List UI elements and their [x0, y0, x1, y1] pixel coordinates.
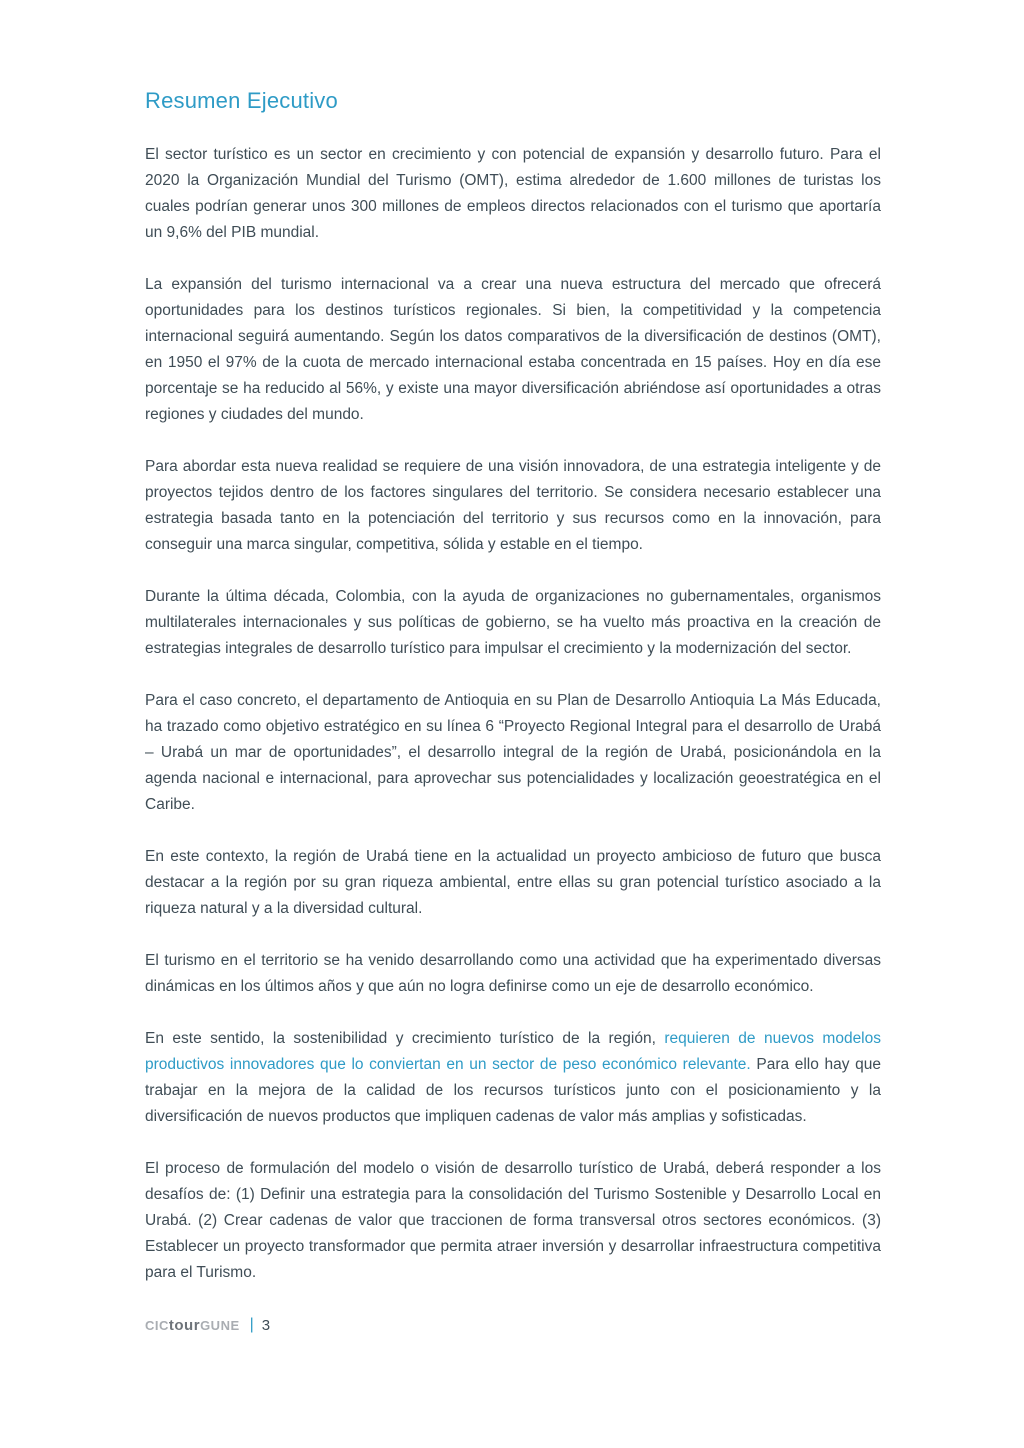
paragraph — [145, 1026, 881, 1130]
text-run: El turismo en el territorio se ha venido desarrollando como una actividad que ha experimentado diversas dinámicas en los últimos años y que aún no logra definirse como un eje de desarrollo económico. — [145, 952, 881, 995]
text-run: Para ello hay que trabajar en la mejora de la calidad de los recursos turísticos junto con el posicionamiento y la diversificación de nuevos productos que impliquen cadenas de valor más amplias y sofisticadas. — [145, 1056, 882, 1125]
text-run: Para abordar esta nueva realidad se requiere de una visión innovadora, de una estrategia inteligente y de proyectos tejidos dentro de los factores singulares del territorio. Se considera necesario establecer una estrategia basada tanto en la potenciación del territorio y sus recursos como en la innovación, para conseguir una marca singular, competitiva, sólida y estable en el tiempo. — [145, 458, 881, 553]
paragraph — [145, 1156, 881, 1286]
text-run: Para el caso concreto, el departamento de Antioquia en su Plan de Desarrollo Antioquia La Más Educada, ha trazado como objetivo estratégico en su línea 6 “Proyecto Regional Integral para el desarrollo de Urabá – Urabá un mar de oportunidades”, el desarrollo integral de la región de Urabá, posicionándola en la agenda nacional e internacional, para aprovechar sus potencialidades y localización geoestratégica en el Caribe. — [145, 692, 881, 813]
document-content — [145, 88, 881, 1312]
page-title: Resumen Ejecutivo — [145, 88, 338, 113]
text-run: La expansión del turismo internacional va a crear una nueva estructura del mercado que ofrecerá oportunidades para los destinos turísticos regionales. Si bien, la competitividad y la competencia internacional seguirá aumentando. Según los datos comparativos de la diversificación de destinos (OMT), en 1950 el 97% de la cuota de mercado internacional estaba concentrada en 15 países. Hoy en día ese porcentaje se ha reducido al 56%, y existe una mayor diversificación abriéndose así oportunidades a otras regiones y ciudades del mundo. — [145, 276, 881, 423]
paragraph — [145, 272, 881, 428]
text-run: Durante la última década, Colombia, con la ayuda de organizaciones no gubernamentales, organismos multilaterales internacionales y sus políticas de gobierno, se ha vuelto más proactiva en la creación de estrategias integrales de desarrollo turístico para impulsar el crecimiento y la modernización del sector. — [145, 588, 881, 657]
paragraph — [145, 584, 881, 662]
text-run: En este sentido, la sostenibilidad y crecimiento turístico de la región, — [145, 1030, 665, 1047]
footer-logo-gune: GUNE — [200, 1317, 240, 1333]
highlighted-text: requieren de nuevos modelos productivos innovadores que lo conviertan en un sector de peso económico relevante. — [145, 1030, 882, 1073]
text-run: El proceso de formulación del modelo o visión de desarrollo turístico de Urabá, deberá responder a los desafíos de: (1) Definir una estrategia para la consolidación del Turismo Sostenible y Desarrollo Local en Urabá. (2) Crear cadenas de valor que traccionen de forma transversal otros sectores económicos. (3) Establecer un proyecto transformador que permita atraer inversión y desarrollar infraestructura competitiva para el Turismo. — [145, 1160, 881, 1281]
paragraph — [145, 948, 881, 1000]
page-number: 3 — [261, 1316, 271, 1334]
footer-logo-tour: tour — [168, 1316, 201, 1334]
page-footer — [145, 1316, 270, 1334]
text-run: En este contexto, la región de Urabá tiene en la actualidad un proyecto ambicioso de futuro que busca destacar a la región por su gran riqueza ambiental, entre ellas su gran potencial turístico asociado a la riqueza natural y a la diversidad cultural. — [145, 848, 881, 917]
paragraph — [145, 454, 881, 558]
footer-logo — [145, 1317, 240, 1334]
paragraph — [145, 688, 881, 818]
text-run: El sector turístico es un sector en crecimiento y con potencial de expansión y desarrollo futuro. Para el 2020 la Organización Mundial del Turismo (OMT), estima alrededor de 1.600 millones de turistas los cuales podrían generar unos 300 millones de empleos directos relacionados con el turismo que aportaría un 9,6% del PIB mundial. — [145, 146, 881, 241]
footer-separator: | — [249, 1316, 254, 1333]
footer-logo-cic: CIC — [145, 1317, 169, 1333]
paragraph — [145, 142, 881, 246]
paragraph — [145, 844, 881, 922]
document-body — [145, 142, 881, 1286]
